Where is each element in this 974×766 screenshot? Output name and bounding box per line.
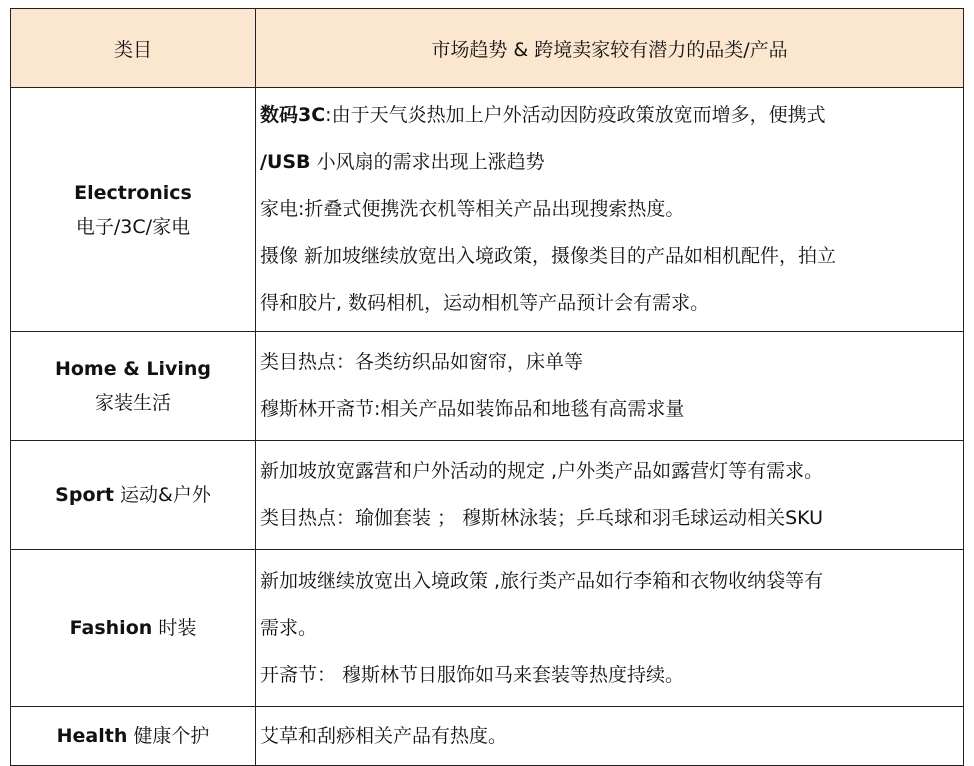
category-cell bbox=[11, 332, 256, 441]
trend-cell bbox=[256, 550, 964, 707]
category-cn: 家装生活 bbox=[94, 392, 171, 414]
trend-line: 数码3C:由于天气炎热加上户外活动因防疫政策放宽而增多，便携式 bbox=[260, 104, 826, 126]
trend-line: 新加坡放宽露营和户外活动的规定 ,户外类产品如露营灯等有需求。 bbox=[260, 460, 824, 482]
trend-line: /USB 小风扇的需求出现上涨趋势 bbox=[260, 151, 545, 173]
table-row-health bbox=[11, 707, 964, 766]
trend-cell bbox=[256, 441, 964, 550]
category-cn: 电子/3C/家电 bbox=[75, 215, 191, 238]
trend-line: 开斋节： 穆斯林节日服饰如马来套装等热度持续。 bbox=[260, 663, 685, 686]
header-trend: 市场趋势 & 跨境卖家较有潜力的品类/产品 bbox=[256, 9, 964, 88]
table-row-fashion bbox=[11, 550, 964, 707]
trend-cell bbox=[256, 707, 964, 766]
category-cell bbox=[11, 441, 256, 550]
category-en: Home & Living bbox=[54, 358, 212, 380]
category-cn: 时装 bbox=[152, 617, 197, 639]
category-cell bbox=[11, 88, 256, 332]
table-row-sport bbox=[11, 441, 964, 550]
trend-line: 新加坡继续放宽出入境政策 ,旅行类产品如行李箱和衣物收纳袋等有 bbox=[260, 569, 824, 592]
trend-table bbox=[10, 8, 964, 766]
header-category: 类目 bbox=[11, 9, 256, 88]
trend-line: 摄像 新加坡继续放宽出入境政策，摄像类目的产品如相机配件，拍立 bbox=[260, 245, 837, 267]
trend-line: 类目热点：瑜伽套装 ； 穆斯林泳装；乒乓球和羽毛球运动相关SKU bbox=[260, 507, 823, 529]
category-en: Sport bbox=[55, 484, 114, 506]
category-cn: 运动&户外 bbox=[113, 484, 211, 506]
category-en: Fashion bbox=[69, 617, 153, 639]
trend-line: 艾草和刮痧相关产品有热度。 bbox=[260, 724, 508, 747]
trend-cell bbox=[256, 332, 964, 441]
trend-line: 需求。 bbox=[260, 616, 318, 639]
table-header-row bbox=[11, 9, 964, 88]
trend-line: 穆斯林开斋节:相关产品如装饰品和地毯有高需求量 bbox=[260, 398, 685, 420]
trend-line: 家电:折叠式便携洗衣机等相关产品出现搜索热度。 bbox=[260, 198, 685, 220]
category-cell bbox=[11, 550, 256, 707]
category-cell bbox=[11, 707, 256, 766]
trend-cell bbox=[256, 88, 964, 332]
table-row-home bbox=[11, 332, 964, 441]
trend-line: 类目热点：各类纺织品如窗帘，床单等 bbox=[260, 351, 584, 373]
category-en: Health bbox=[56, 725, 128, 747]
trend-line: 得和胶片, 数码相机，运动相机等产品预计会有需求。 bbox=[260, 292, 710, 314]
table-row-electronics bbox=[11, 88, 964, 332]
category-en: Electronics bbox=[74, 181, 192, 204]
category-cn: 健康个护 bbox=[127, 725, 210, 747]
